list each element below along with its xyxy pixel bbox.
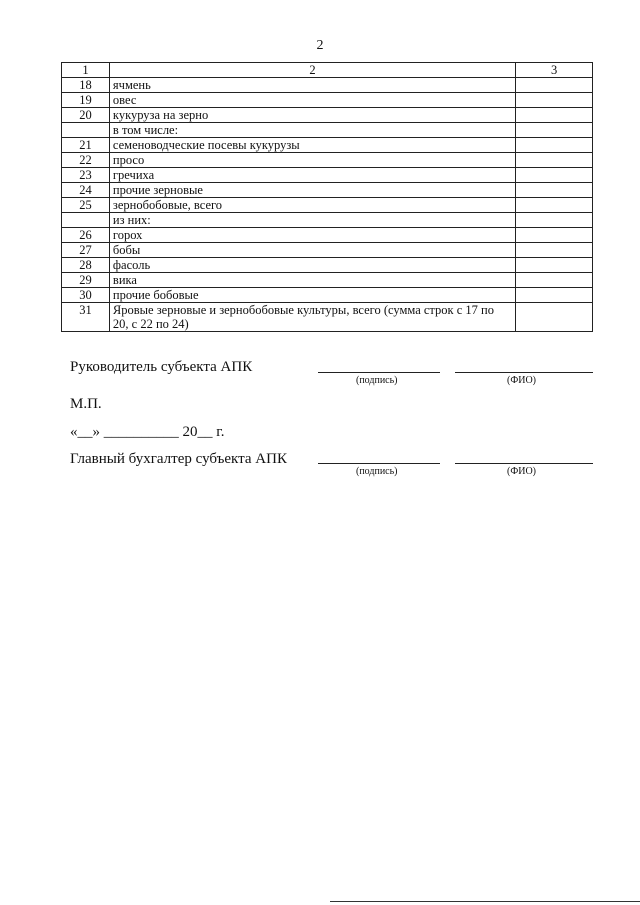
row-value-cell[interactable] (516, 93, 593, 108)
row-value-cell[interactable] (516, 153, 593, 168)
row-name-cell: ячмень (109, 78, 515, 93)
row-number-cell: 27 (62, 243, 110, 258)
row-number-cell: 29 (62, 273, 110, 288)
row-name-cell: фасоль (109, 258, 515, 273)
row-name-cell: прочие бобовые (109, 288, 515, 303)
accountant-fio-caption: (ФИО) (507, 466, 537, 477)
table-row (62, 243, 593, 258)
row-number-cell: 22 (62, 153, 110, 168)
stamp-label: М.П. (70, 396, 102, 412)
table-row (62, 78, 593, 93)
table-row (62, 153, 593, 168)
row-name-cell: кукуруза на зерно (109, 108, 515, 123)
row-number-cell: 30 (62, 288, 110, 303)
head-fio-line[interactable] (455, 372, 593, 373)
page-bottom-rule (330, 901, 640, 902)
row-number-cell: 20 (62, 108, 110, 123)
accountant-label: Главный бухгалтер субъекта АПК (70, 451, 287, 467)
head-label: Руководитель субъекта АПК (70, 359, 253, 375)
row-name-cell: овес (109, 93, 515, 108)
table-row (62, 138, 593, 153)
table-row (62, 93, 593, 108)
row-value-cell[interactable] (516, 138, 593, 153)
row-value-cell[interactable] (516, 123, 593, 138)
table-row (62, 303, 593, 332)
header-cell-1: 1 (62, 63, 110, 78)
crop-table (61, 62, 593, 332)
row-number-cell: 24 (62, 183, 110, 198)
page-number: 2 (316, 38, 324, 53)
row-value-cell[interactable] (516, 198, 593, 213)
row-name-cell: зернобобовые, всего (109, 198, 515, 213)
row-number-cell: 25 (62, 198, 110, 213)
row-value-cell[interactable] (516, 243, 593, 258)
row-name-cell: просо (109, 153, 515, 168)
head-signature-line[interactable] (318, 372, 440, 373)
row-number-cell (62, 123, 110, 138)
table-row (62, 168, 593, 183)
date-line: «__» __________ 20__ г. (70, 424, 225, 440)
row-number-cell: 23 (62, 168, 110, 183)
accountant-fio-line[interactable] (455, 463, 593, 464)
row-name-cell: горох (109, 228, 515, 243)
row-name-cell: вика (109, 273, 515, 288)
row-value-cell[interactable] (516, 258, 593, 273)
row-value-cell[interactable] (516, 228, 593, 243)
row-name-cell: бобы (109, 243, 515, 258)
table-row (62, 198, 593, 213)
row-number-cell: 21 (62, 138, 110, 153)
accountant-signature-caption: (подпись) (356, 466, 398, 477)
row-value-cell[interactable] (516, 108, 593, 123)
head-signature-caption: (подпись) (356, 375, 398, 386)
row-value-cell[interactable] (516, 183, 593, 198)
row-name-cell: из них: (109, 213, 515, 228)
table-row (62, 213, 593, 228)
table-row (62, 108, 593, 123)
row-name-cell: семеноводческие посевы кукурузы (109, 138, 515, 153)
row-name-cell: гречиха (109, 168, 515, 183)
table-row (62, 228, 593, 243)
row-value-cell[interactable] (516, 303, 593, 332)
table-header-row (62, 63, 593, 78)
row-number-cell: 18 (62, 78, 110, 93)
row-value-cell[interactable] (516, 168, 593, 183)
table-row (62, 288, 593, 303)
row-value-cell[interactable] (516, 288, 593, 303)
accountant-signature-line[interactable] (318, 463, 440, 464)
row-number-cell: 31 (62, 303, 110, 332)
row-number-cell: 28 (62, 258, 110, 273)
row-number-cell: 26 (62, 228, 110, 243)
row-name-cell: в том числе: (109, 123, 515, 138)
row-value-cell[interactable] (516, 213, 593, 228)
header-cell-3: 3 (516, 63, 593, 78)
header-cell-2: 2 (109, 63, 515, 78)
row-number-cell: 19 (62, 93, 110, 108)
row-name-cell: Яровые зерновые и зернобобовые культуры, всего (сумма строк с 17 по 20, с 22 по 24) (109, 303, 515, 332)
table-row (62, 258, 593, 273)
row-value-cell[interactable] (516, 273, 593, 288)
row-name-cell: прочие зерновые (109, 183, 515, 198)
table-row (62, 123, 593, 138)
row-number-cell (62, 213, 110, 228)
head-fio-caption: (ФИО) (507, 375, 537, 386)
table-row (62, 273, 593, 288)
table-row (62, 183, 593, 198)
row-value-cell[interactable] (516, 78, 593, 93)
